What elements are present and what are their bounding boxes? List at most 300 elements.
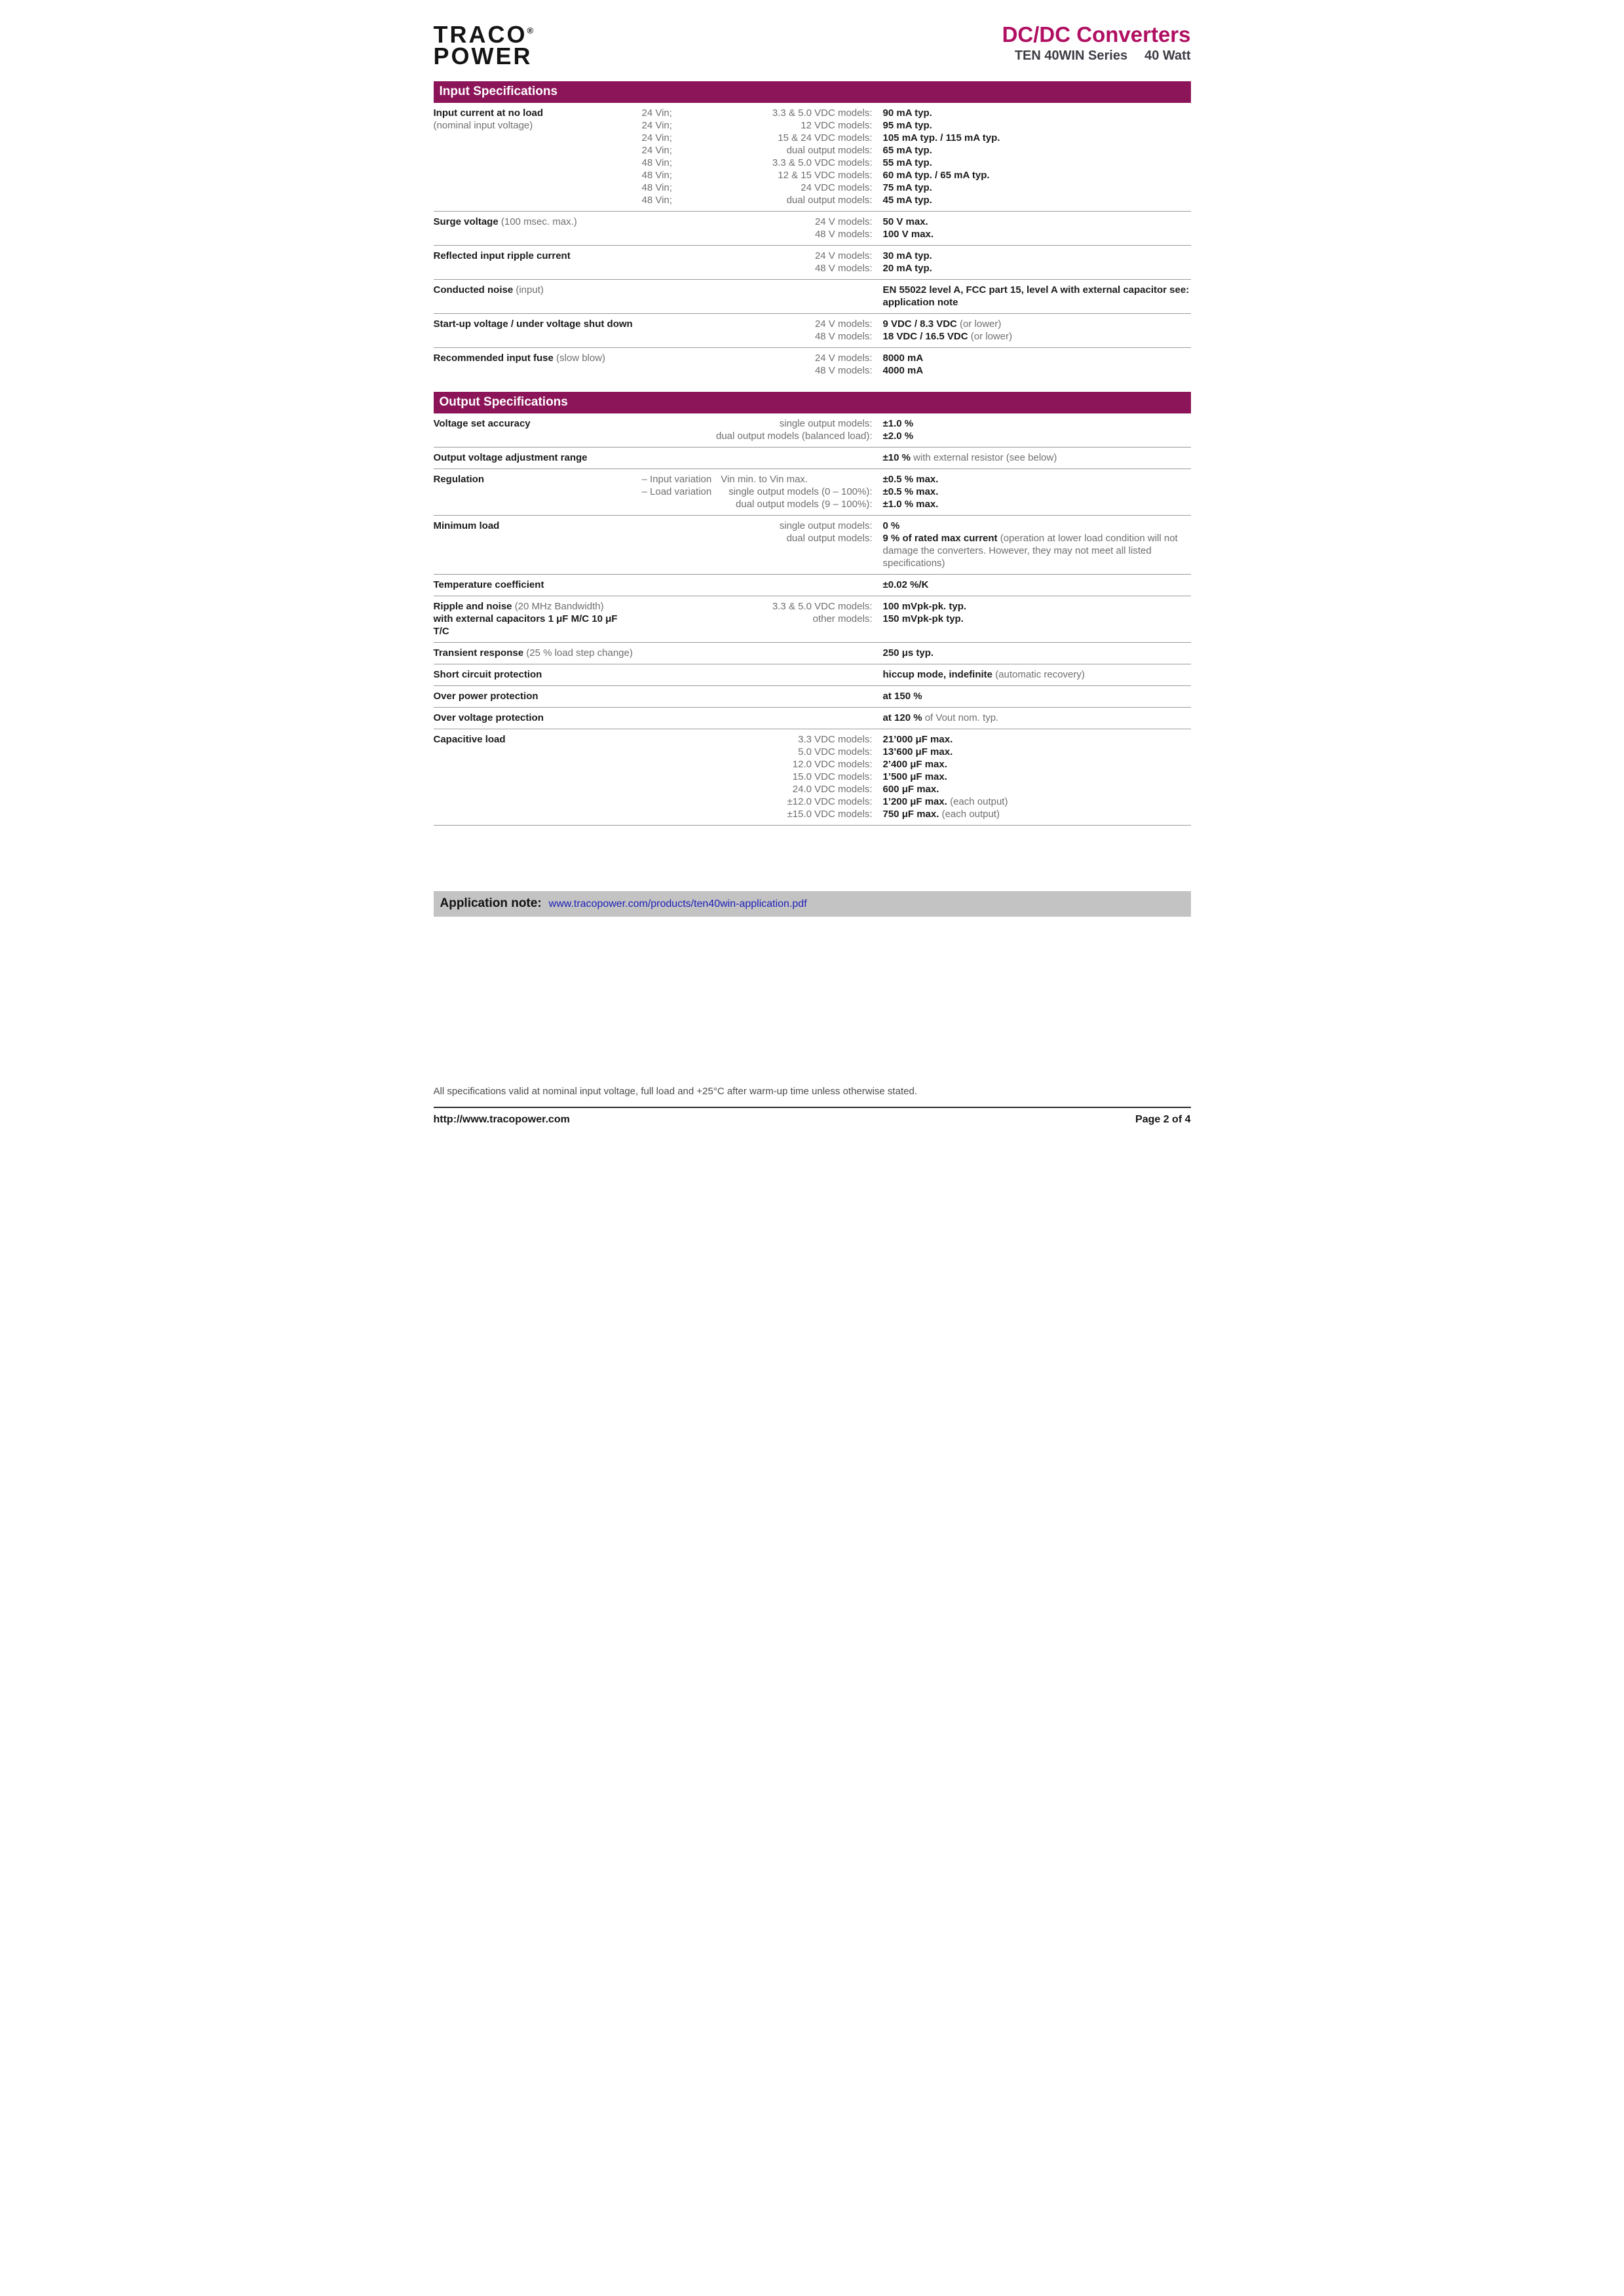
spec-line-group [642, 216, 1191, 240]
spec-model: 48 V models: [814, 331, 873, 343]
spec-line [642, 808, 1191, 820]
spec-label-subnote: (nominal input voltage) [433, 120, 533, 132]
spec-model: single output models (0 – 100%): [728, 486, 873, 498]
spec-value-cell [873, 733, 1191, 746]
spec-value-cell [873, 157, 1191, 169]
spec-label-text: Output voltage adjustment range [433, 452, 588, 464]
spec-line-middle [642, 733, 873, 746]
section-heading: Input Specifications [434, 81, 1191, 103]
spec-value: at 120 % [882, 712, 922, 724]
spec-line-middle [642, 712, 873, 724]
spec-value-cell [873, 262, 1191, 275]
spec-label [434, 284, 642, 309]
spec-line [642, 119, 1191, 132]
application-note-label: Application note: [440, 896, 542, 911]
spec-label [434, 600, 642, 638]
spec-value: 95 mA typ. [882, 120, 932, 132]
spec-row [434, 245, 1191, 279]
spec-section [434, 392, 1191, 826]
spec-line-middle [642, 520, 873, 532]
spec-line [642, 473, 1191, 486]
spec-model: 48 V models: [814, 365, 873, 377]
spec-value: 1’200 μF max. [882, 796, 947, 808]
spec-line-middle [642, 808, 873, 820]
spec-line-middle [642, 157, 873, 169]
spec-line-middle [642, 783, 873, 795]
spec-line [642, 647, 1191, 659]
spec-row [434, 664, 1191, 685]
spec-model: 24 V models: [814, 216, 873, 228]
spec-value: 13’600 μF max. [882, 746, 953, 758]
spec-row [434, 729, 1191, 826]
spec-value: 60 mA typ. / 65 mA typ. [882, 170, 990, 182]
spec-line-middle [642, 228, 873, 240]
spec-line [642, 216, 1191, 228]
spec-value: 4000 mA [882, 365, 924, 377]
spec-value: ±0.5 % max. [882, 474, 939, 486]
spec-condition: 48 Vin; [641, 157, 672, 169]
page-footer [434, 1086, 1191, 1126]
spec-value-cell [873, 600, 1191, 613]
spec-model: ±12.0 VDC models: [787, 796, 873, 808]
tracopower-logo [433, 21, 534, 70]
spec-label-line2: with external capacitors 1 μF M/C 10 μF T/C [433, 613, 618, 638]
spec-line [642, 352, 1191, 364]
spec-value-cell [873, 107, 1191, 119]
spec-model: 12.0 VDC models: [792, 759, 873, 771]
spec-line [642, 228, 1191, 240]
spec-value: 65 mA typ. [882, 145, 932, 157]
spec-line-middle [642, 262, 873, 275]
spec-value-note: (or lower) [960, 318, 1002, 330]
spec-value-cell [873, 473, 1191, 486]
spec-value-cell [873, 182, 1191, 194]
spec-value-cell [873, 364, 1191, 377]
spec-row [434, 347, 1191, 381]
spec-label [434, 579, 642, 591]
spec-line-middle [642, 216, 873, 228]
spec-line [642, 746, 1191, 758]
spec-value-note: (automatic recovery) [995, 669, 1085, 681]
title-block [1002, 24, 1191, 64]
spec-model: 5.0 VDC models: [798, 746, 873, 758]
spec-line-middle [642, 182, 873, 194]
spec-line [642, 600, 1191, 613]
logo-text-traco: TRACO [433, 21, 527, 48]
spec-value-note: of Vout nom. typ. [924, 712, 999, 724]
spec-value: 1’500 μF max. [882, 771, 947, 783]
spec-value: 50 V max. [882, 216, 928, 228]
spec-value-cell [873, 647, 1191, 659]
spec-line [642, 783, 1191, 795]
spec-label-text: Reflected input ripple current [433, 250, 571, 262]
spec-line-middle [642, 498, 873, 510]
spec-model: Vin min. to Vin max. [721, 474, 808, 486]
spec-row [434, 596, 1191, 642]
spec-line-group [642, 600, 1191, 638]
spec-line-middle [642, 352, 873, 364]
spec-line-middle [642, 600, 873, 613]
spec-condition: 48 Vin; [641, 170, 672, 182]
spec-line [642, 364, 1191, 377]
page-number: Page 2 of 4 [1135, 1114, 1191, 1125]
spec-label-text: Recommended input fuse [433, 353, 554, 364]
spec-label-text: Minimum load [433, 520, 500, 532]
spec-value-cell [873, 712, 1191, 724]
spec-line-middle [642, 613, 873, 625]
spec-line-group [642, 473, 1191, 510]
spec-value: ±1.0 % max. [882, 499, 939, 510]
spec-line-middle [642, 364, 873, 377]
spec-line [642, 430, 1191, 442]
spec-value: hiccup mode, indefinite [882, 669, 993, 681]
spec-line [642, 532, 1191, 569]
spec-value: 21’000 μF max. [882, 734, 953, 746]
logo-text-power: POWER [433, 43, 533, 70]
spec-value-cell [873, 498, 1191, 510]
series-name: TEN 40WIN Series [1014, 48, 1128, 63]
spec-line [642, 486, 1191, 498]
spec-value-cell [873, 144, 1191, 157]
spec-value: 9 VDC / 8.3 VDC [882, 318, 957, 330]
spec-model: other models: [812, 613, 873, 625]
spec-value-cell [873, 194, 1191, 206]
spec-value: EN 55022 level A, FCC part 15, level A with external capacitor see: application note [882, 284, 1190, 309]
spec-value-cell [873, 318, 1191, 330]
spec-row [434, 515, 1191, 574]
spec-label-text: Over power protection [433, 691, 538, 702]
spec-line-group [642, 647, 1191, 659]
spec-model: 48 V models: [814, 263, 873, 275]
spec-line-middle [642, 690, 873, 702]
spec-label [434, 668, 642, 681]
spec-line-middle [642, 417, 873, 430]
spec-model: 24 VDC models: [801, 182, 873, 194]
spec-line-middle [642, 579, 873, 591]
spec-model: 48 V models: [814, 229, 873, 240]
footer-url[interactable]: http://www.tracopower.com [433, 1114, 570, 1125]
spec-label-text: Input current at no load [433, 107, 543, 119]
spec-value: at 150 % [882, 691, 922, 702]
spec-value-cell [873, 250, 1191, 262]
spec-label [434, 473, 642, 510]
spec-line [642, 795, 1191, 808]
spec-value-cell [873, 132, 1191, 144]
spec-label-text: Voltage set accuracy [433, 418, 531, 430]
spec-row [434, 574, 1191, 596]
spec-label [434, 647, 642, 659]
spec-label-text: Temperature coefficient [433, 579, 544, 591]
spec-line-middle [642, 758, 873, 771]
spec-condition: 24 Vin; [641, 132, 672, 144]
spec-label-note: (20 MHz Bandwidth) [514, 601, 604, 613]
spec-value: 100 V max. [882, 229, 934, 240]
spec-value: 55 mA typ. [882, 157, 932, 169]
spec-line [642, 758, 1191, 771]
spec-row [434, 469, 1191, 515]
spec-value-cell [873, 668, 1191, 681]
spec-line-group [642, 284, 1191, 309]
spec-model: dual output models: [786, 145, 873, 157]
spec-model: single output models: [779, 418, 873, 430]
spec-label [434, 520, 642, 569]
spec-condition: 24 Vin; [641, 145, 672, 157]
spec-model: ±15.0 VDC models: [787, 809, 873, 820]
spec-line-group [642, 417, 1191, 442]
spec-value-cell [873, 216, 1191, 228]
application-note-bar [434, 891, 1191, 917]
spec-label-text: Transient response [433, 647, 524, 659]
spec-line [642, 144, 1191, 157]
spec-value: 30 mA typ. [882, 250, 932, 262]
spec-label-note: (100 msec. max.) [500, 216, 577, 228]
spec-line-group [642, 520, 1191, 569]
spec-model: 3.3 & 5.0 VDC models: [772, 107, 873, 119]
spec-label-note: (slow blow) [556, 353, 606, 364]
spec-value: 600 μF max. [882, 784, 939, 795]
spec-line-middle [642, 284, 873, 309]
spec-label [434, 216, 642, 240]
spec-model: 15 & 24 VDC models: [778, 132, 873, 144]
spec-line-group [642, 107, 1191, 206]
spec-value: 150 mVpk-pk typ. [882, 613, 964, 625]
spec-row [434, 413, 1191, 447]
spec-value: 20 mA typ. [882, 263, 932, 275]
spec-model: 24.0 VDC models: [792, 784, 873, 795]
spec-value-note: (each output) [941, 809, 1000, 820]
spec-model: 12 & 15 VDC models: [778, 170, 873, 182]
spec-line-group [642, 690, 1191, 702]
spec-label-text: Ripple and noise [433, 601, 512, 613]
spec-line [642, 520, 1191, 532]
spec-label [434, 250, 642, 275]
spec-line [642, 169, 1191, 182]
spec-line [642, 330, 1191, 343]
spec-line-middle [642, 250, 873, 262]
spec-model: 24 V models: [814, 353, 873, 364]
spec-value-cell [873, 430, 1191, 442]
spec-model: single output models: [779, 520, 873, 532]
spec-rows [434, 413, 1191, 826]
spec-line-middle [642, 318, 873, 330]
spec-value: 9 % of rated max current [882, 533, 998, 545]
spec-line-group [642, 451, 1191, 464]
spec-label-note: (input) [516, 284, 544, 296]
spec-value-note: (operation at lower load condition will not damage the converters. However, they may not meet all listed specifications) [882, 533, 1178, 569]
spec-line [642, 733, 1191, 746]
spec-row [434, 447, 1191, 469]
spec-value-cell [873, 486, 1191, 498]
spec-row [434, 313, 1191, 347]
datasheet-page [406, 0, 1218, 1148]
spec-value-cell [873, 808, 1191, 820]
spec-line [642, 182, 1191, 194]
spec-label [434, 318, 642, 343]
spec-label [434, 352, 642, 377]
spec-line-middle [642, 473, 873, 486]
spec-condition: 48 Vin; [641, 195, 672, 206]
spec-line [642, 668, 1191, 681]
spec-value-note: (or lower) [970, 331, 1013, 343]
spec-value-cell [873, 520, 1191, 532]
spec-value-cell [873, 228, 1191, 240]
spec-model: 24 V models: [814, 250, 873, 262]
spec-value: 2’400 μF max. [882, 759, 947, 771]
spec-model: dual output models: [786, 195, 873, 206]
spec-value: 90 mA typ. [882, 107, 932, 119]
spec-value-cell [873, 169, 1191, 182]
spec-line-middle [642, 330, 873, 343]
spec-value: 105 mA typ. / 115 mA typ. [882, 132, 1000, 144]
spec-row [434, 685, 1191, 707]
spec-value: 0 % [882, 520, 900, 532]
spec-label-text: Start-up voltage / under voltage shut down [433, 318, 633, 330]
spec-label-text: Short circuit protection [433, 669, 542, 681]
spec-value-cell [873, 771, 1191, 783]
spec-value-cell [873, 532, 1191, 569]
spec-model: 3.3 VDC models: [798, 734, 873, 746]
spec-label [434, 690, 642, 702]
spec-condition: 48 Vin; [641, 182, 672, 194]
spec-row [434, 707, 1191, 729]
spec-value: 250 μs typ. [882, 647, 934, 659]
spec-value-cell [873, 579, 1191, 591]
spec-line [642, 712, 1191, 724]
spec-condition: – Input variation [641, 474, 712, 486]
spec-line-middle [642, 144, 873, 157]
spec-line-middle [642, 194, 873, 206]
document-subtitle [1002, 48, 1191, 64]
spec-value-cell [873, 330, 1191, 343]
page-header [433, 21, 1191, 70]
spec-line-group [642, 579, 1191, 591]
spec-section [434, 81, 1191, 381]
spec-label [434, 417, 642, 442]
spec-value-cell [873, 746, 1191, 758]
spec-model: 15.0 VDC models: [792, 771, 873, 783]
spec-value-cell [873, 451, 1191, 464]
spec-line [642, 417, 1191, 430]
spec-value-cell [873, 613, 1191, 625]
spec-value: ±10 % [882, 452, 911, 464]
spec-value: 100 mVpk-pk. typ. [882, 601, 967, 613]
spec-label [434, 733, 642, 820]
spec-value-cell [873, 783, 1191, 795]
footnote: All specifications valid at nominal input voltage, full load and +25°C after warm-up time unless otherwise stated. [433, 1086, 917, 1097]
document-title: DC/DC Converters [1002, 22, 1191, 47]
spec-row [434, 211, 1191, 245]
spec-model: 3.3 & 5.0 VDC models: [772, 601, 873, 613]
spec-value-cell [873, 119, 1191, 132]
spec-value-cell [873, 352, 1191, 364]
spec-row [434, 279, 1191, 313]
spec-value: ±2.0 % [882, 430, 914, 442]
spec-line [642, 157, 1191, 169]
spec-value-note: with external resistor (see below) [913, 452, 1057, 464]
spec-model: dual output models (9 – 100%): [736, 499, 873, 510]
spec-value-cell [873, 284, 1191, 309]
spec-value: 45 mA typ. [882, 195, 932, 206]
spec-line-group [642, 352, 1191, 377]
spec-line [642, 132, 1191, 144]
spec-model: 24 V models: [814, 318, 873, 330]
spec-value: 750 μF max. [882, 809, 939, 820]
spec-value: 18 VDC / 16.5 VDC [882, 331, 968, 343]
spec-rows [434, 103, 1191, 381]
section-heading: Output Specifications [434, 392, 1191, 413]
spec-line-middle [642, 119, 873, 132]
spec-label [434, 712, 642, 724]
spec-line [642, 318, 1191, 330]
spec-line-middle [642, 795, 873, 808]
spec-value-cell [873, 758, 1191, 771]
spec-line-group [642, 250, 1191, 275]
spec-label-note: (25 % load step change) [526, 647, 633, 659]
spec-label-text: Over voltage protection [433, 712, 544, 724]
spec-row [434, 103, 1191, 211]
spec-line-middle [642, 746, 873, 758]
spec-line [642, 771, 1191, 783]
spec-value: 75 mA typ. [882, 182, 932, 194]
spec-line [642, 284, 1191, 309]
spec-label-text: Conducted noise [433, 284, 514, 296]
spec-model: dual output models: [786, 533, 873, 545]
spec-value: ±1.0 % [882, 418, 914, 430]
spec-label [434, 451, 642, 464]
spec-condition: – Load variation [641, 486, 712, 498]
spec-line-middle [642, 107, 873, 119]
spec-value-cell [873, 417, 1191, 430]
spec-model: 3.3 & 5.0 VDC models: [772, 157, 873, 169]
spec-line [642, 250, 1191, 262]
footer-bar [434, 1107, 1191, 1126]
spec-line [642, 690, 1191, 702]
spec-value: 8000 mA [882, 353, 924, 364]
spec-value: ±0.5 % max. [882, 486, 939, 498]
application-note-link[interactable]: www.tracopower.com/products/ten40win-application.pdf [548, 898, 807, 910]
spec-condition: 24 Vin; [641, 107, 672, 119]
spec-line-group [642, 668, 1191, 681]
page-content [406, 0, 1218, 917]
spec-row [434, 642, 1191, 664]
spec-line [642, 451, 1191, 464]
spec-line [642, 107, 1191, 119]
spec-model: dual output models (balanced load): [716, 430, 873, 442]
spec-value-cell [873, 690, 1191, 702]
spec-model: 12 VDC models: [801, 120, 873, 132]
wattage: 40 Watt [1144, 48, 1191, 63]
spec-line-middle [642, 532, 873, 569]
spec-line-group [642, 712, 1191, 724]
spec-value-note: (each output) [950, 796, 1008, 808]
spec-line [642, 579, 1191, 591]
spec-line-group [642, 733, 1191, 820]
spec-line-middle [642, 430, 873, 442]
spec-line [642, 498, 1191, 510]
spec-value-cell [873, 795, 1191, 808]
spec-sections [434, 81, 1191, 826]
spec-line-middle [642, 647, 873, 659]
spec-line-middle [642, 169, 873, 182]
registered-trademark-icon: ® [527, 26, 534, 35]
spec-line-middle [642, 771, 873, 783]
spec-label [434, 107, 642, 206]
spec-label-text: Capacitive load [433, 734, 506, 746]
spec-line [642, 194, 1191, 206]
spec-label-text: Regulation [433, 474, 484, 486]
spec-line-middle [642, 451, 873, 464]
spec-line-group [642, 318, 1191, 343]
